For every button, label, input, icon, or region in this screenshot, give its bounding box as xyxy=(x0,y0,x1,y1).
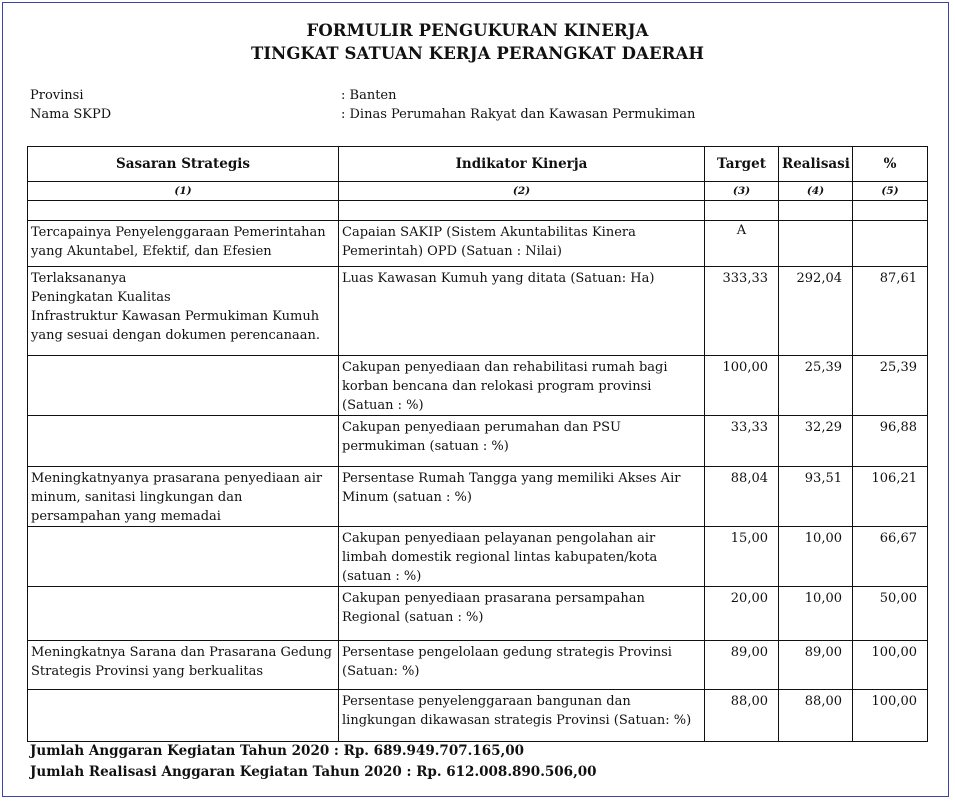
realisasi-cell: 89,00 xyxy=(779,641,853,690)
persen-cell: 25,39 xyxy=(853,356,928,416)
sasaran-cell: Meningkatnya Sarana dan Prasarana Gedung Strategis Provinsi yang berkualitas xyxy=(28,641,339,690)
indikator-cell: Capaian SAKIP (Sistem Akuntabilitas Kinera Pemerintah) OPD (Satuan : Nilai) xyxy=(339,221,705,267)
realisasi-cell xyxy=(779,221,853,267)
kinerja-table xyxy=(27,146,928,742)
persen-cell: 96,88 xyxy=(853,416,928,467)
indikator-cell: Persentase penyelenggaraan bangunan dan lingkungan dikawasan strategis Provinsi (Satuan: %) xyxy=(339,690,705,742)
indikator-cell: Cakupan penyediaan dan rehabilitasi rumah bagi korban bencana dan relokasi program provinsi (Satuan : %) xyxy=(339,356,705,416)
index-cell: (4) xyxy=(779,182,853,201)
target-cell: 100,00 xyxy=(705,356,779,416)
sasaran-cell xyxy=(28,587,339,641)
provinsi-label: Provinsi xyxy=(30,88,84,103)
realisasi-cell: 88,00 xyxy=(779,690,853,742)
realisasi-cell: 10,00 xyxy=(779,587,853,641)
persen-cell: 106,21 xyxy=(853,467,928,527)
persen-cell: 66,67 xyxy=(853,527,928,587)
header-indikator: Indikator Kinerja xyxy=(339,147,705,182)
sasaran-cell xyxy=(28,527,339,587)
provinsi-value: : Banten xyxy=(341,88,397,103)
sasaran-cell: Tercapainya Penyelenggaraan Pemerintahan yang Akuntabel, Efektif, dan Efesien xyxy=(28,221,339,267)
target-cell: 89,00 xyxy=(705,641,779,690)
sasaran-cell: Terlaksananya Peningkatan Kualitas Infrastruktur Kawasan Permukiman Kumuh yang sesuai dengan dokumen perencanaan. xyxy=(28,267,339,356)
skpd-value: : Dinas Perumahan Rakyat dan Kawasan Permukiman xyxy=(341,107,696,122)
skpd-label: Nama SKPD xyxy=(30,107,112,122)
spacer-row xyxy=(28,201,928,221)
index-cell: (1) xyxy=(28,182,339,201)
form-title-line2: TINGKAT SATUAN KERJA PERANGKAT DAERAH xyxy=(250,44,705,63)
target-cell: 20,00 xyxy=(705,587,779,641)
table-row xyxy=(28,641,928,690)
total-realisasi-anggaran: Jumlah Realisasi Anggaran Kegiatan Tahun 2020 : Rp. 612.008.890.506,00 xyxy=(30,764,597,780)
persen-cell: 100,00 xyxy=(853,690,928,742)
sasaran-cell xyxy=(28,356,339,416)
persen-cell: 50,00 xyxy=(853,587,928,641)
target-cell: 333,33 xyxy=(705,267,779,356)
persen-cell xyxy=(853,221,928,267)
index-cell: (5) xyxy=(853,182,928,201)
target-cell: 15,00 xyxy=(705,527,779,587)
table-row xyxy=(28,221,928,267)
sasaran-cell: Meningkatnyanya prasarana penyediaan air minum, sanitasi lingkungan dan persampahan yang memadai xyxy=(28,467,339,527)
total-anggaran: Jumlah Anggaran Kegiatan Tahun 2020 : Rp. 689.949.707.165,00 xyxy=(30,743,524,759)
indikator-cell: Persentase Rumah Tangga yang memiliki Akses Air Minum (satuan : %) xyxy=(339,467,705,527)
realisasi-cell: 292,04 xyxy=(779,267,853,356)
table-row xyxy=(28,267,928,356)
indikator-cell: Luas Kawasan Kumuh yang ditata (Satuan: Ha) xyxy=(339,267,705,356)
sasaran-cell xyxy=(28,690,339,742)
header-persen: % xyxy=(853,147,928,182)
index-cell: (3) xyxy=(705,182,779,201)
index-row xyxy=(28,182,928,201)
table-row xyxy=(28,587,928,641)
table-row xyxy=(28,467,928,527)
header-realisasi: Realisasi xyxy=(779,147,853,182)
indikator-cell: Persentase pengelolaan gedung strategis Provinsi (Satuan: %) xyxy=(339,641,705,690)
form-title-line1: FORMULIR PENGUKURAN KINERJA xyxy=(306,21,649,40)
table-row xyxy=(28,527,928,587)
header-target: Target xyxy=(705,147,779,182)
realisasi-cell: 93,51 xyxy=(779,467,853,527)
indikator-cell: Cakupan penyediaan perumahan dan PSU permukiman (satuan : %) xyxy=(339,416,705,467)
header-sasaran: Sasaran Strategis xyxy=(28,147,339,182)
realisasi-cell: 10,00 xyxy=(779,527,853,587)
realisasi-cell: 25,39 xyxy=(779,356,853,416)
table-row xyxy=(28,690,928,742)
indikator-cell: Cakupan penyediaan prasarana persampahan Regional (satuan : %) xyxy=(339,587,705,641)
target-cell: A xyxy=(705,221,779,267)
table-row xyxy=(28,416,928,467)
indikator-cell: Cakupan penyediaan pelayanan pengolahan air limbah domestik regional lintas kabupaten/kota (satuan : %) xyxy=(339,527,705,587)
target-cell: 33,33 xyxy=(705,416,779,467)
header-row xyxy=(28,147,928,182)
persen-cell: 87,61 xyxy=(853,267,928,356)
target-cell: 88,00 xyxy=(705,690,779,742)
realisasi-cell: 32,29 xyxy=(779,416,853,467)
persen-cell: 100,00 xyxy=(853,641,928,690)
table-row xyxy=(28,356,928,416)
sasaran-cell xyxy=(28,416,339,467)
index-cell: (2) xyxy=(339,182,705,201)
target-cell: 88,04 xyxy=(705,467,779,527)
